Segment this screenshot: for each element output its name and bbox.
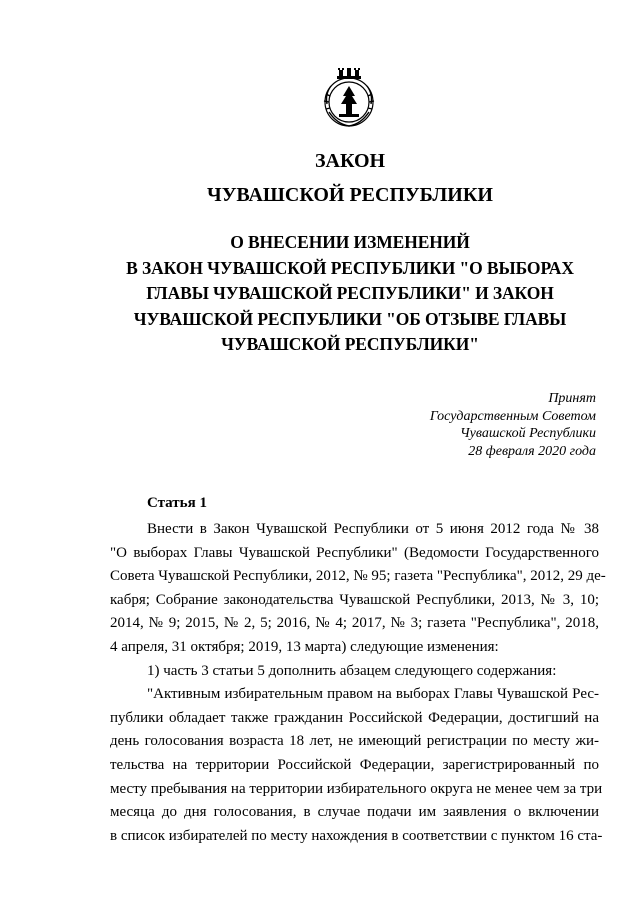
subtitle-line: ГЛАВЫ ЧУВАШСКОЙ РЕСПУБЛИКИ" И ЗАКОН <box>146 283 554 303</box>
body-line: тельства на территории Российской Федерации, зарегистрированный по <box>110 756 599 773</box>
body-line: 1) часть 3 статьи 5 дополнить абзацем следующего содержания: <box>147 662 557 679</box>
law-title: ЗАКОН <box>314 150 386 172</box>
subtitle-line: ЧУВАШСКОЙ РЕСПУБЛИКИ" <box>221 334 479 354</box>
article-heading: Статья 1 <box>147 495 207 511</box>
body-line: в список избирателей по месту нахождения в соответствии с пунктом 16 ста- <box>110 827 603 844</box>
body-line: публики обладает также гражданин Российской Федерации, достигший на <box>110 709 599 726</box>
body-line: Внести в Закон Чувашской Республики от 5 июня 2012 года № 38 <box>147 521 599 537</box>
subtitle-line: ЧУВАШСКОЙ РЕСПУБЛИКИ "ОБ ОТЗЫВЕ ГЛАВЫ <box>133 308 567 329</box>
subtitle-line: О ВНЕСЕНИИ ИЗМЕНЕНИЙ <box>230 232 470 252</box>
body-line: день голосования возраста 18 лет, не имеющий регистрации по месту жи- <box>110 733 599 750</box>
body-line: месяца до дня голосования, в случае подачи им заявления о включении <box>110 804 599 821</box>
adoption-line: Чувашской Республики <box>460 426 596 441</box>
body-line: 2014, № 9; 2015, № 2, 5; 2016, № 4; 2017, № 3; газета "Республика", 2018, <box>110 615 599 632</box>
law-republic-title: ЧУВАШСКОЙ РЕСПУБЛИКИ <box>207 184 493 206</box>
subtitle-line: В ЗАКОН ЧУВАШСКОЙ РЕСПУБЛИКИ "О ВЫБОРАХ <box>126 257 574 278</box>
body-line: "Активным избирательным правом на выборах Главы Чувашской Рес- <box>147 686 599 703</box>
adoption-line: Принят <box>548 391 596 406</box>
law-subtitle <box>100 230 600 358</box>
adoption-line: Государственным Советом <box>429 408 596 424</box>
adoption-note <box>430 390 596 460</box>
body-line: "О выборах Главы Чувашской Республики" (Ведомости Государственного <box>110 544 599 561</box>
body-line: кабря; Собрание законодательства Чувашской Республики, 2013, № 3, 10; <box>110 591 599 608</box>
adoption-date: 28 февраля 2020 года <box>468 443 596 459</box>
body-line: Совета Чувашской Республики, 2012, № 95; газета "Республика", 2012, 29 де- <box>110 568 606 585</box>
article-body <box>110 518 606 848</box>
chuvash-emblem-icon <box>317 66 381 130</box>
body-line: месту пребывания на территории избирательного округа не менее чем за три <box>110 780 603 797</box>
body-line: 4 апреля, 31 октября; 2019, 13 марта) следующие изменения: <box>110 638 499 655</box>
